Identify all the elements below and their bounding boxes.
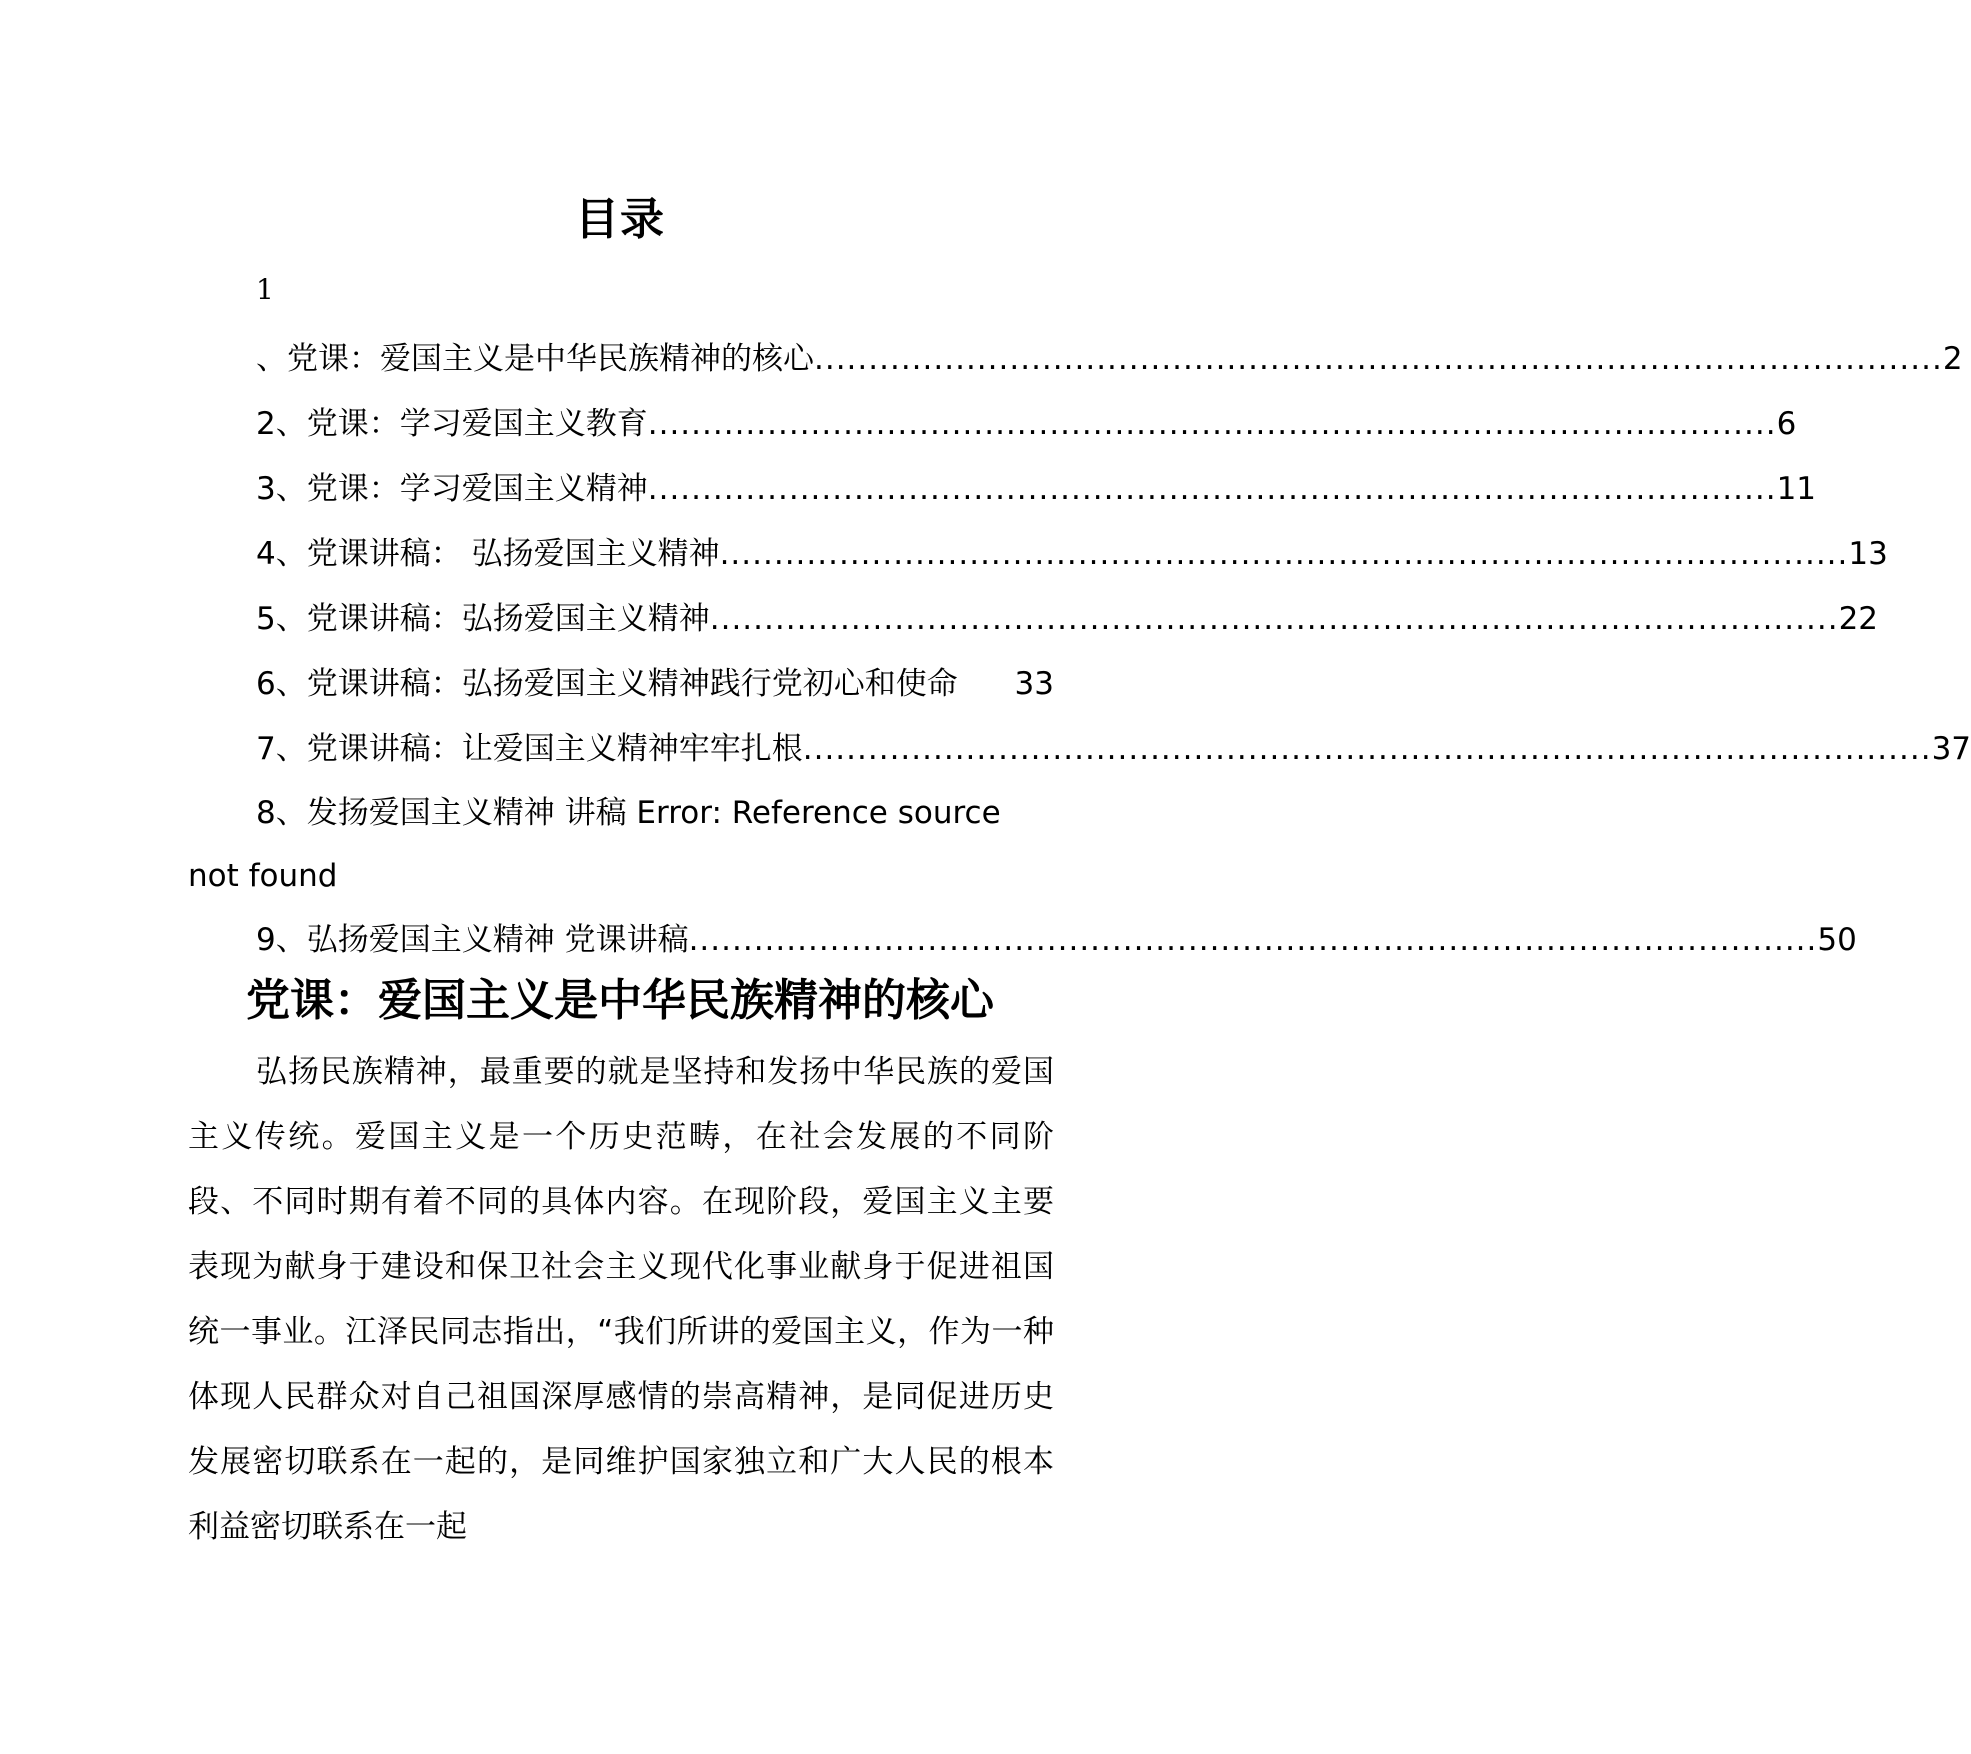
toc-entry-text: 2、党课：学习爱国主义教育 <box>256 406 648 442</box>
toc-entry-text: 、党课：爱国主义是中华民族精神的核心 <box>256 341 814 377</box>
toc-entry-page: 2 <box>1942 341 1963 377</box>
toc-entry-page: 37 <box>1931 731 1971 767</box>
toc-entry-page: 33 <box>1014 666 1054 702</box>
toc-title: 目录 <box>575 194 665 245</box>
toc-entry[interactable] <box>188 522 1888 587</box>
toc-marker: 1 <box>256 273 274 306</box>
toc-entry-text: 7、党课讲稿：让爱国主义精神牢牢扎根 <box>256 731 803 767</box>
toc-entry-page: 13 <box>1848 536 1888 572</box>
toc-entry-text: 3、党课：学习爱国主义精神 <box>256 471 648 507</box>
toc-dot-leader: ........................................................................................................ <box>647 406 1777 442</box>
toc-list <box>188 327 1971 973</box>
toc-entry-text: 4、党课讲稿： 弘扬爱国主义精神 <box>256 536 720 572</box>
toc-entry[interactable] <box>188 652 1054 717</box>
toc-dot-leader: ........................................................................................................ <box>802 731 1932 767</box>
toc-entry-text: 6、党课讲稿：弘扬爱国主义精神践行党初心和使命 <box>256 666 958 702</box>
toc-entry-page: 22 <box>1838 601 1879 637</box>
toc-dot-leader: ........................................................................................................ <box>719 536 1849 572</box>
toc-entry-page: 11 <box>1776 471 1817 507</box>
toc-entry-error[interactable]: 8、发扬爱国主义精神 讲稿 Error: Reference source not found <box>188 795 1001 894</box>
section-heading: 党课：爱国主义是中华民族精神的核心 <box>246 975 994 1026</box>
toc-entry[interactable] <box>188 717 1971 782</box>
toc-entry[interactable] <box>188 327 1963 392</box>
toc-entry[interactable] <box>188 392 1797 457</box>
toc-entry[interactable] <box>188 908 1857 973</box>
toc-dot-leader: ........................................................................................................ <box>814 341 1943 377</box>
toc-entry[interactable] <box>188 587 1879 652</box>
body-paragraph: 弘扬民族精神，最重要的就是坚持和发扬中华民族的爱国主义传统。爱国主义是一个历史范畴，在社会发展的不同阶段、不同时期有着不同的具体内容。在现阶段，爱国主义主要表现为献身于建设和保卫社会主义现代化事业献身于促进祖国统一事业。江泽民同志指出，“我们所讲的爱国主义，作为一种体现人民群众对自己祖国深厚感情的崇高精神，是同促进历史发展密切联系在一起的，是同维护国家独立和广大人民的根本利益密切联系在一起 <box>188 1054 1054 1545</box>
toc-entry-page: 50 <box>1817 922 1857 958</box>
toc-entry[interactable] <box>188 457 1817 522</box>
toc-entry-page: 6 <box>1776 406 1797 442</box>
toc-entry-text: 9、弘扬爱国主义精神 党课讲稿 <box>256 922 689 958</box>
toc-dot-leader: ........................................................................................................ <box>688 922 1818 958</box>
toc-dot-leader: ........................................................................................................ <box>709 601 1839 637</box>
toc-dot-leader: ........................................................................................................ <box>647 471 1777 507</box>
toc-entry-text: 5、党课讲稿：弘扬爱国主义精神 <box>256 601 710 637</box>
